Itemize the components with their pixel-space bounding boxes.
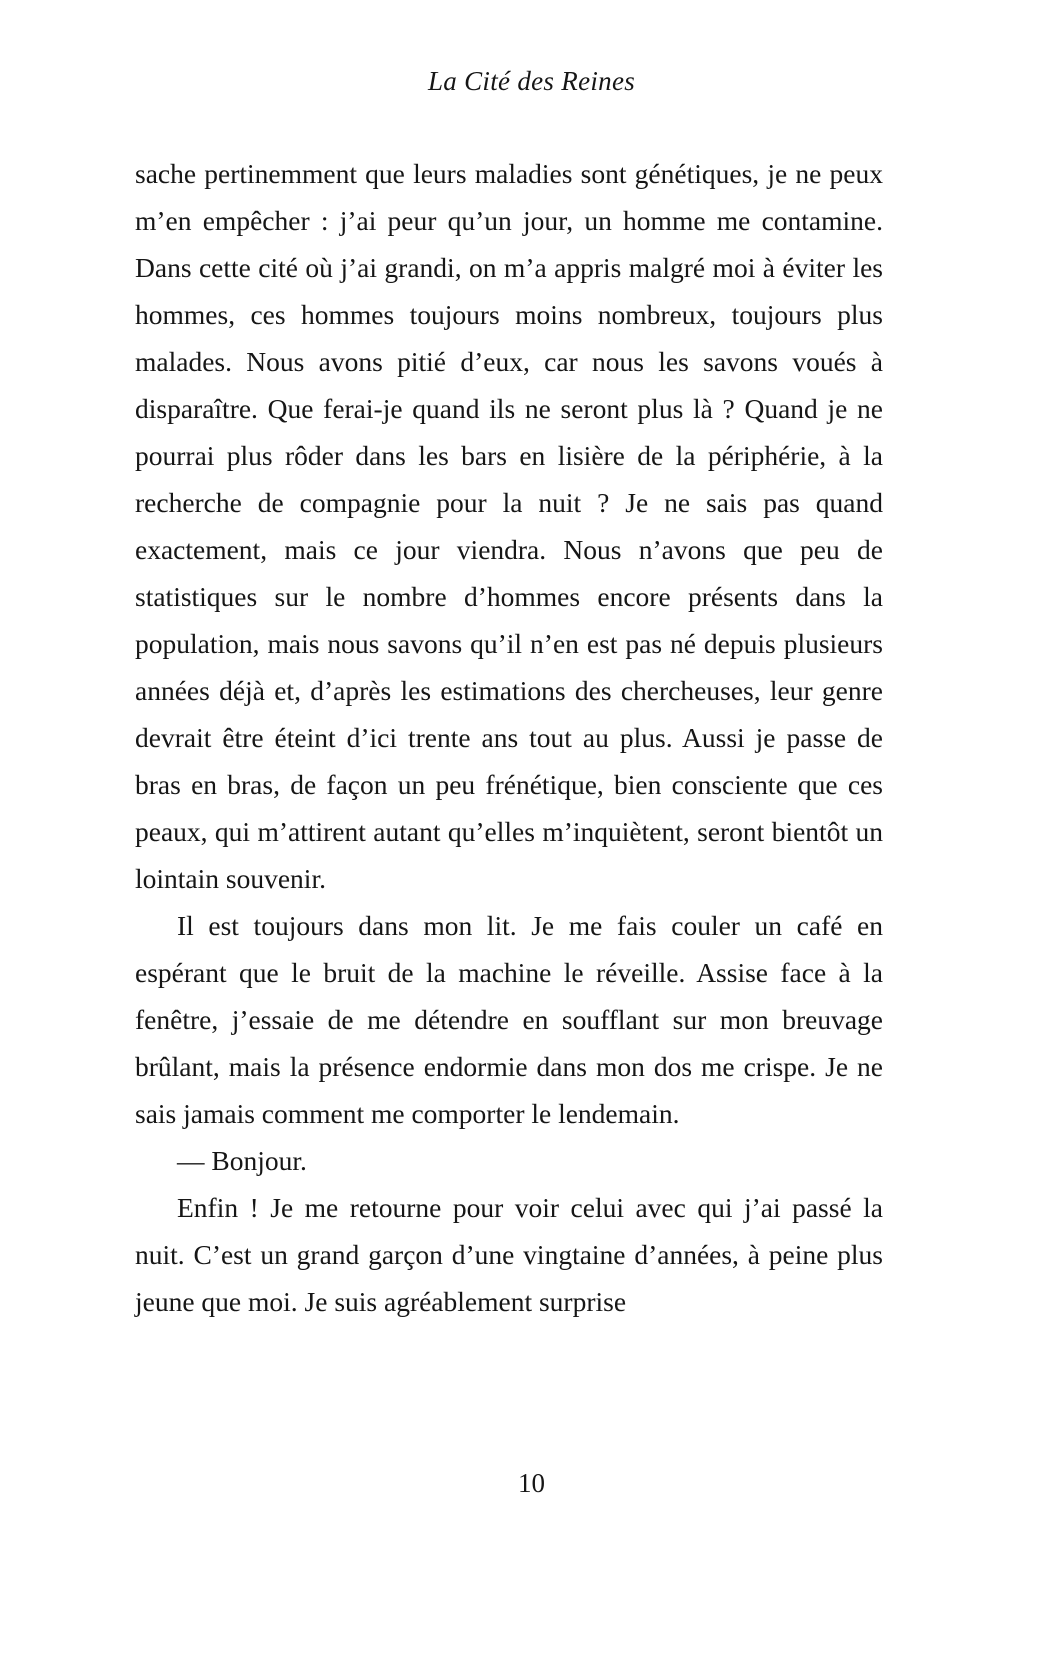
paragraph: sache pertinemment que leurs maladies sont génétiques, je ne peux m’en empêcher : j’ai peur qu’un jour, un homme me contamine. Dans cette cité où j’ai grandi, on m’a appris malgré moi à éviter les hommes, ces hommes toujours moins nombreux, toujours plus malades. Nous avons pitié d’eux, car nous les savons voués à disparaître. Que ferai-je quand ils ne seront plus là ? Quand je ne pourrai plus rôder dans les bars en lisière de la périphérie, à la recherche de compagnie pour la nuit ? Je ne sais pas quand exactement, mais ce jour viendra. Nous n’avons que peu de statistiques sur le nombre d’hommes encore présents dans la population, mais nous savons qu’il n’en est pas né depuis plusieurs années déjà et, d’après les estimations des chercheuses, leur genre devrait être éteint d’ici trente ans tout au plus. Aussi je passe de bras en bras, de façon un peu frénétique, bien consciente que ces peaux, qui m’attirent autant qu’elles m’inquiètent, seront bientôt un lointain souvenir. (135, 158, 883, 894)
paragraph-dialogue: — Bonjour. (177, 1145, 307, 1176)
page-number: 10 (518, 1468, 545, 1498)
body-text (135, 150, 883, 1325)
paragraph: Il est toujours dans mon lit. Je me fais couler un café en espérant que le bruit de la machine le réveille. Assise face à la fenêtre, j’essaie de me détendre en soufflant sur mon breuvage brûlant, mais la présence endormie dans mon dos me crispe. Je ne sais jamais comment me comporter le lendemain. (135, 910, 883, 1129)
paragraph: Enfin ! Je me retourne pour voir celui avec qui j’ai passé la nuit. C’est un grand garçon d’une vingtaine d’années, à peine plus jeune que moi. Je suis agréablement surprise (135, 1192, 883, 1317)
running-head: La Cité des Reines (427, 66, 636, 96)
